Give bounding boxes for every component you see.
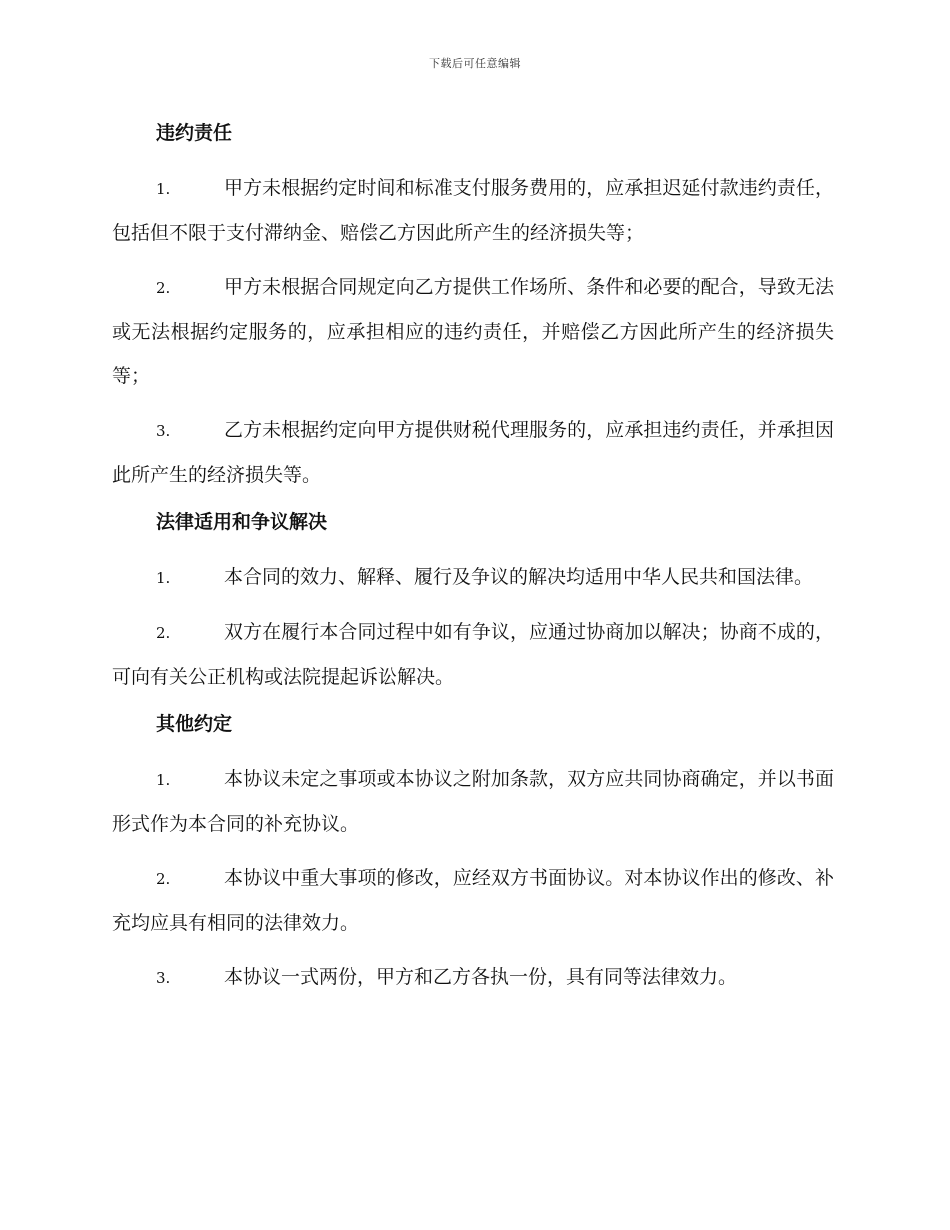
clause-number: 2.	[156, 870, 171, 888]
clause-item	[112, 166, 834, 255]
header-note: 下载后可任意编辑	[429, 57, 521, 70]
clause-item	[112, 265, 834, 398]
clause-item	[112, 856, 834, 945]
section-title-law: 法律适用和争议解决	[156, 511, 328, 533]
clause-text: 本协议未定之事项或本协议之附加条款，双方应共同协商确定，并以书面形式作为本合同的补充协议。	[112, 768, 834, 835]
clause-text: 甲方未根据合同规定向乙方提供工作场所、条件和必要的配合，导致无法或无法根据约定服务的，应承担相应的违约责任，并赔偿乙方因此所产生的经济损失等；	[112, 276, 834, 387]
clause-item	[112, 555, 834, 600]
clause-item	[112, 408, 834, 497]
clause-text: 本协议中重大事项的修改，应经双方书面协议。对本协议作出的修改、补充均应具有相同的法律效力。	[112, 867, 834, 934]
clause-item	[112, 757, 834, 846]
section-title-other: 其他约定	[156, 713, 233, 735]
clause-number: 1.	[156, 569, 171, 587]
clause-text: 双方在履行本合同过程中如有争议，应通过协商加以解决；协商不成的，可向有关公正机构或法院提起诉讼解决。	[112, 621, 834, 688]
clause-number: 3.	[156, 422, 171, 440]
document-body	[112, 110, 834, 1010]
clause-number: 2.	[156, 279, 171, 297]
section-title-breach: 违约责任	[156, 122, 233, 144]
clause-number: 3.	[156, 969, 171, 987]
clause-text: 本协议一式两份，甲方和乙方各执一份，具有同等法律效力。	[224, 966, 738, 988]
clause-number: 2.	[156, 624, 171, 642]
clause-text: 乙方未根据约定向甲方提供财税代理服务的，应承担违约责任，并承担因此所产生的经济损失等。	[112, 419, 834, 486]
clause-text: 甲方未根据约定时间和标准支付服务费用的，应承担迟延付款违约责任，包括但不限于支付滞纳金、赔偿乙方因此所产生的经济损失等；	[112, 177, 834, 244]
clause-item	[112, 610, 834, 699]
clause-number: 1.	[156, 180, 171, 198]
clause-number: 1.	[156, 771, 171, 789]
clause-item	[112, 955, 834, 1000]
clause-text: 本合同的效力、解释、履行及争议的解决均适用中华人民共和国法律。	[224, 566, 814, 588]
